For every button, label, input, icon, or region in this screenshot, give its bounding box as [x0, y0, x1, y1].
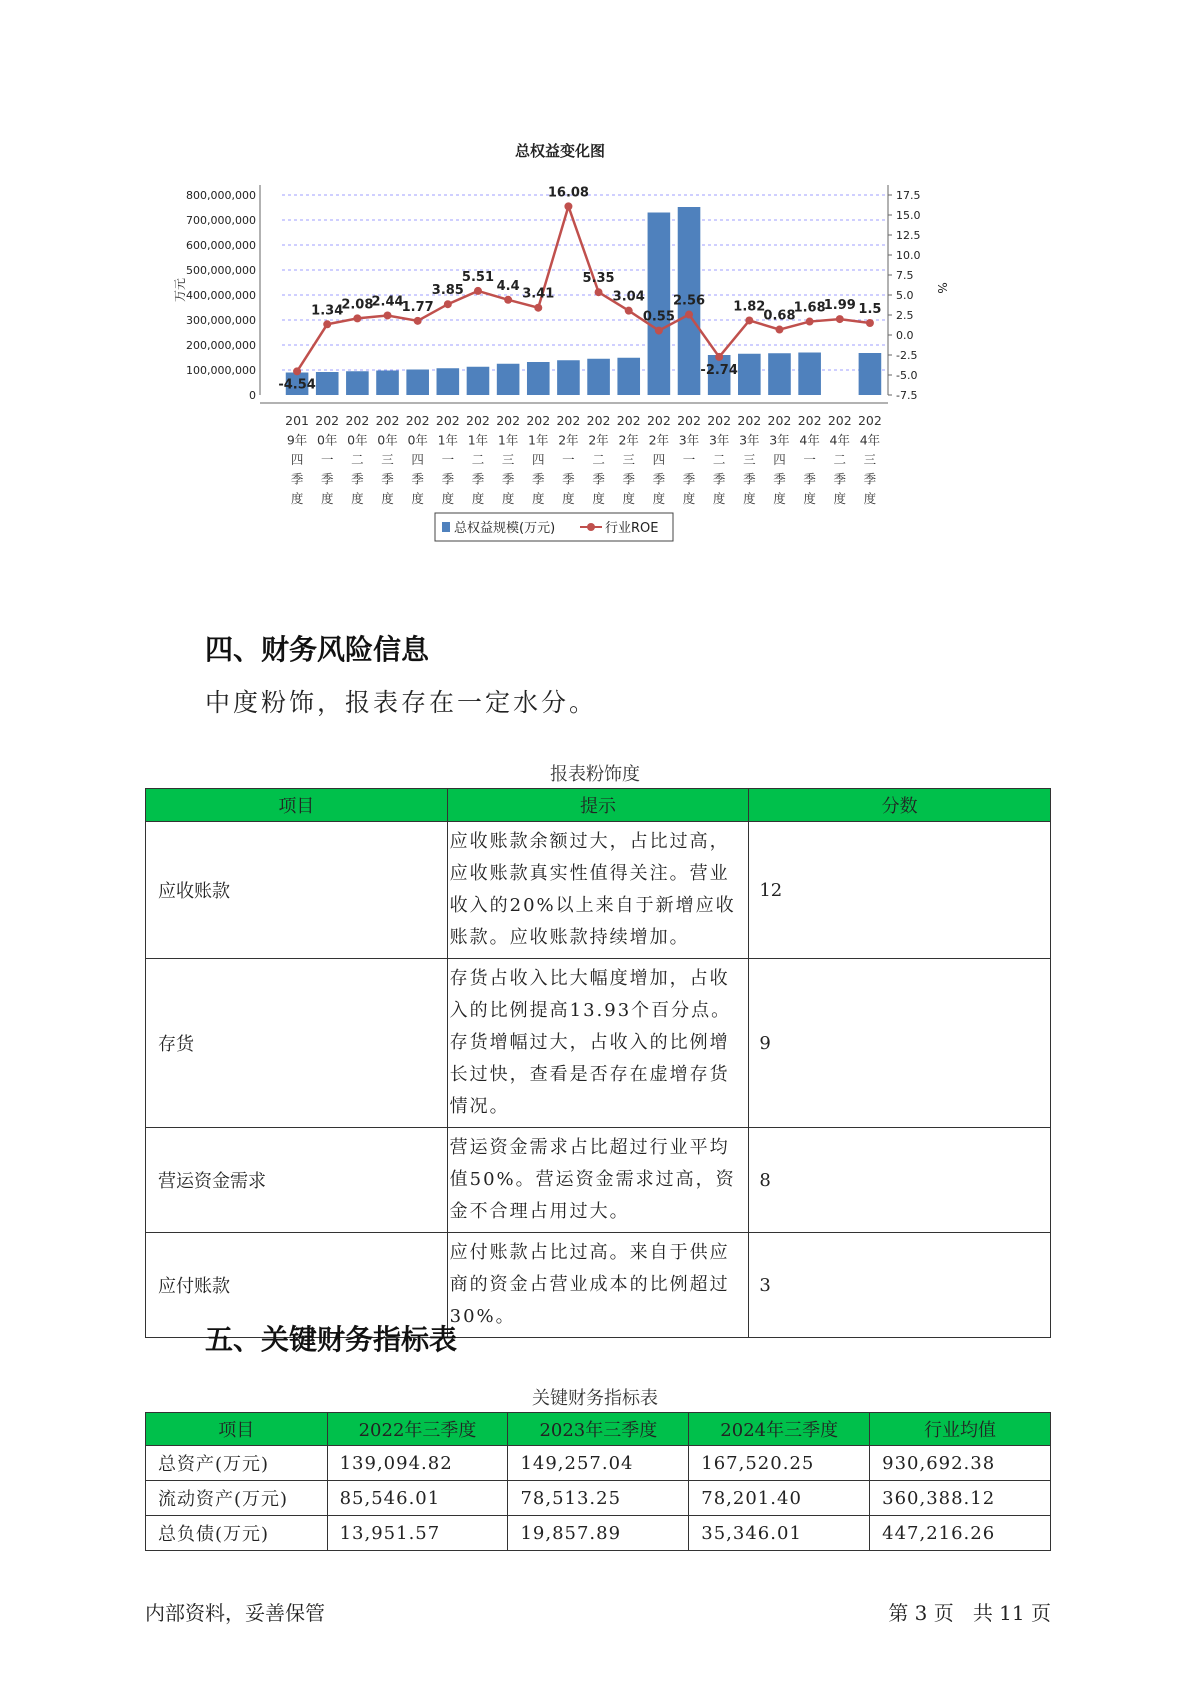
kpi-table	[145, 1412, 1051, 1551]
footer-page-number: 第 3 页 共 11 页	[888, 1601, 1051, 1625]
x-tick-label: 度	[622, 491, 635, 506]
x-tick-label: 202	[797, 413, 822, 428]
row-tip: 存货占收入比大幅度增加，占收入的比例提高13.93个百分点。存货增幅过大，占收入的比例增长过快，查看是否存在虚增存货情况。	[447, 959, 749, 1128]
roe-point	[775, 326, 783, 334]
roe-point	[564, 202, 572, 210]
roe-point	[595, 288, 603, 296]
bar	[738, 354, 761, 395]
x-tick-label: 三	[863, 452, 877, 467]
bar	[768, 353, 791, 395]
x-tick-label: 三	[743, 452, 756, 467]
roe-point	[323, 320, 331, 328]
roe-point	[384, 311, 392, 319]
roe-point	[866, 319, 874, 327]
chart-title: 总权益变化图	[514, 142, 606, 160]
x-tick-label: 202	[707, 413, 732, 428]
x-tick-label: 202	[405, 413, 430, 428]
x-tick-label: 度	[682, 491, 696, 506]
right-tick-label: 7.5	[896, 269, 914, 282]
x-tick-label: 202	[827, 413, 852, 428]
roe-point	[353, 314, 361, 322]
cell: 149,257.04	[508, 1446, 689, 1481]
roe-data-label: 2.08	[341, 297, 374, 313]
bar	[527, 362, 550, 395]
x-tick-label: 三	[622, 452, 635, 467]
left-tick-label: 400,000,000	[186, 289, 256, 302]
x-tick-label: 0年	[316, 432, 338, 448]
header-score: 分数	[749, 789, 1051, 822]
x-tick-label: 202	[677, 413, 701, 428]
roe-data-label: -2.74	[700, 362, 738, 378]
bar	[406, 370, 429, 396]
bar	[557, 360, 580, 395]
cell: 167,520.25	[689, 1446, 870, 1481]
total-equity-chart	[170, 140, 950, 590]
x-tick-label: 202	[767, 413, 792, 428]
x-tick-label: 季	[682, 471, 696, 487]
bar	[648, 213, 671, 396]
x-tick-label: 季	[290, 471, 304, 487]
x-tick-label: 度	[743, 491, 756, 506]
x-tick-label: 四	[532, 452, 545, 467]
bar	[497, 364, 520, 395]
roe-point	[745, 316, 753, 324]
x-tick-label: 2年	[648, 432, 670, 448]
left-tick-label: 200,000,000	[186, 339, 256, 352]
x-tick-label: 一	[441, 452, 455, 467]
x-tick-label: 202	[737, 413, 762, 428]
table-row	[146, 1516, 1051, 1551]
x-tick-label: 0年	[347, 432, 368, 448]
cell: 总资产(万元)	[146, 1446, 328, 1481]
roe-data-label: 1.99	[823, 298, 856, 314]
roe-point	[293, 367, 301, 375]
roe-data-label: 4.4	[496, 278, 520, 294]
x-tick-label: 201	[285, 413, 310, 428]
x-tick-label: 季	[381, 471, 394, 487]
x-tick-label: 季	[441, 471, 455, 487]
cell: 930,692.38	[870, 1446, 1051, 1481]
x-tick-label: 度	[592, 491, 605, 506]
roe-data-label: 1.5	[858, 302, 882, 317]
roe-point	[715, 353, 723, 361]
roe-point	[806, 318, 814, 326]
x-tick-label: 度	[833, 491, 847, 506]
roe-data-label: 3.41	[522, 286, 555, 302]
x-tick-label: 季	[803, 471, 816, 487]
x-tick-label: 一	[320, 452, 334, 467]
x-tick-label: 四	[290, 452, 304, 467]
x-tick-label: 季	[501, 471, 515, 487]
x-tick-label: 0年	[377, 432, 398, 448]
x-tick-label: 1年	[528, 432, 549, 448]
roe-data-label: 2.56	[672, 293, 706, 309]
cell: 流动资产(万元)	[146, 1481, 328, 1516]
x-tick-label: 度	[290, 491, 304, 506]
roe-data-label: 3.04	[612, 289, 645, 305]
x-tick-label: 季	[532, 471, 545, 487]
roe-data-label: 0.68	[763, 308, 796, 324]
x-tick-label: 2年	[618, 432, 639, 448]
row-score: 8	[749, 1128, 1051, 1233]
x-tick-label: 202	[556, 413, 581, 428]
legend-bar-label: 总权益规模(万元)	[454, 521, 556, 536]
x-tick-label: 三	[381, 452, 394, 467]
roe-data-label: 1.68	[793, 300, 826, 316]
cell: 447,216.26	[870, 1516, 1051, 1551]
x-tick-label: 度	[652, 491, 666, 506]
x-tick-label: 一	[562, 452, 575, 467]
cell: 139,094.82	[327, 1446, 508, 1481]
row-item: 存货	[146, 959, 448, 1128]
x-tick-label: 度	[773, 491, 786, 506]
x-tick-label: 3年	[739, 432, 760, 448]
roe-point	[685, 311, 693, 319]
legend-bar-swatch	[442, 522, 450, 532]
roe-data-label: 1.77	[401, 299, 434, 315]
roe-data-label: 5.51	[461, 269, 495, 285]
table-row	[146, 1128, 1051, 1233]
roe-data-label: 1.82	[733, 299, 766, 315]
bar	[376, 371, 399, 396]
row-item: 营运资金需求	[146, 1128, 448, 1233]
y-right-axis-label: %	[935, 282, 949, 294]
roe-point	[414, 317, 422, 325]
x-tick-label: 二	[351, 452, 364, 467]
header-2024q3: 2024年三季度	[689, 1413, 870, 1446]
x-tick-label: 四	[652, 452, 666, 467]
row-tip: 应收账款余额过大，占比过高，应收账款真实性值得关注。营业收入的20%以上来自于新增应收账款。应收账款持续增加。	[447, 822, 749, 959]
roe-data-label: 2.44	[371, 294, 404, 310]
roe-point	[625, 307, 633, 315]
right-tick-label: -7.5	[896, 389, 918, 402]
x-tick-label: 202	[857, 413, 882, 428]
x-tick-label: 度	[351, 491, 364, 506]
x-tick-label: 季	[712, 471, 726, 487]
bar	[617, 358, 640, 395]
y-left-axis-label: 万元	[173, 277, 187, 303]
x-tick-label: 度	[712, 491, 726, 506]
x-tick-label: 季	[833, 471, 847, 487]
x-tick-label: 季	[351, 471, 364, 487]
x-tick-label: 3年	[708, 432, 730, 448]
x-tick-label: 季	[773, 471, 786, 487]
x-tick-label: 4年	[829, 432, 851, 448]
x-tick-label: 1年	[437, 432, 459, 448]
x-tick-label: 度	[381, 491, 394, 506]
roe-data-label: -4.54	[278, 377, 316, 393]
right-tick-label: 0.0	[896, 329, 914, 342]
risk-summary: 中度粉饰，报表存在一定水分。	[205, 688, 598, 717]
table-row	[146, 1481, 1051, 1516]
x-tick-label: 202	[315, 413, 340, 428]
bar	[798, 353, 821, 396]
cell: 总负债(万元)	[146, 1516, 328, 1551]
x-tick-label: 202	[616, 413, 641, 428]
right-tick-label: 10.0	[896, 249, 921, 262]
row-score: 3	[749, 1233, 1051, 1338]
cell: 85,546.01	[327, 1481, 508, 1516]
x-tick-label: 二	[712, 452, 726, 467]
roe-point	[534, 304, 542, 312]
bar	[859, 353, 882, 395]
x-tick-label: 季	[622, 471, 635, 487]
roe-point	[444, 300, 452, 308]
row-score: 12	[749, 822, 1051, 959]
x-tick-label: 一	[803, 452, 816, 467]
legend-line-label: 行业ROE	[605, 521, 659, 536]
header-industry-avg: 行业均值	[870, 1413, 1051, 1446]
x-tick-label: 季	[471, 471, 485, 487]
x-tick-label: 0年	[407, 432, 428, 448]
section5-title: 五、关键财务指标表	[205, 1323, 458, 1356]
x-tick-label: 9年	[286, 432, 308, 448]
x-tick-label: 202	[586, 413, 611, 428]
x-tick-label: 2年	[588, 432, 609, 448]
cell: 360,388.12	[870, 1481, 1051, 1516]
x-tick-label: 202	[435, 413, 460, 428]
x-tick-label: 度	[441, 491, 455, 506]
x-tick-label: 3年	[769, 432, 790, 448]
x-tick-label: 4年	[799, 432, 820, 448]
x-tick-label: 202	[526, 413, 551, 428]
x-tick-label: 度	[803, 491, 816, 506]
roe-data-label: 0.55	[642, 309, 675, 325]
cell: 13,951.57	[327, 1516, 508, 1551]
bar	[587, 359, 610, 395]
row-tip: 应付账款占比过高。来自于供应商的资金占营业成本的比例超过30%。	[447, 1233, 749, 1338]
x-tick-label: 度	[863, 491, 877, 506]
risk-table-title: 报表粉饰度	[550, 764, 640, 785]
roe-data-label: 3.85	[431, 283, 464, 299]
bar	[437, 368, 460, 395]
x-tick-label: 季	[562, 471, 575, 487]
cell: 19,857.89	[508, 1516, 689, 1551]
header-item: 项目	[146, 1413, 328, 1446]
row-tip: 营运资金需求占比超过行业平均值50%。营运资金需求过高，资金不合理占用过大。	[447, 1128, 749, 1233]
x-tick-label: 度	[320, 491, 334, 506]
bar	[346, 371, 369, 395]
legend-line-marker	[587, 523, 595, 531]
x-tick-label: 四	[411, 452, 424, 467]
roe-data-label: 16.08	[547, 185, 589, 201]
right-tick-label: 2.5	[896, 309, 914, 322]
x-tick-label: 度	[501, 491, 515, 506]
x-tick-label: 三	[501, 452, 515, 467]
x-tick-label: 二	[592, 452, 605, 467]
x-tick-label: 202	[345, 413, 370, 428]
x-tick-label: 季	[411, 471, 424, 487]
roe-line	[297, 206, 870, 371]
header-2022q3: 2022年三季度	[327, 1413, 508, 1446]
left-tick-label: 100,000,000	[186, 364, 256, 377]
x-tick-label: 季	[652, 471, 666, 487]
x-tick-label: 一	[682, 452, 696, 467]
x-tick-label: 季	[863, 471, 877, 487]
x-tick-label: 度	[411, 491, 424, 506]
header-tip: 提示	[447, 789, 749, 822]
roe-point	[836, 315, 844, 323]
right-tick-label: 5.0	[896, 289, 914, 302]
x-tick-label: 度	[471, 491, 485, 506]
cell: 78,201.40	[689, 1481, 870, 1516]
bar	[316, 372, 339, 395]
x-tick-label: 二	[471, 452, 485, 467]
roe-point	[655, 327, 663, 335]
row-score: 9	[749, 959, 1051, 1128]
x-tick-label: 1年	[497, 432, 519, 448]
footer-confidential: 内部资料，妥善保管	[145, 1601, 325, 1625]
kpi-table-header	[146, 1413, 1051, 1446]
header-2023q3: 2023年三季度	[508, 1413, 689, 1446]
cell: 78,513.25	[508, 1481, 689, 1516]
x-tick-label: 季	[320, 471, 334, 487]
right-tick-label: 15.0	[896, 209, 921, 222]
roe-data-label: 1.34	[311, 303, 344, 319]
x-tick-label: 二	[833, 452, 847, 467]
x-tick-label: 202	[375, 413, 400, 428]
x-tick-label: 度	[532, 491, 545, 506]
table-row	[146, 959, 1051, 1128]
roe-point	[474, 287, 482, 295]
x-tick-label: 3年	[678, 432, 700, 448]
x-tick-label: 1年	[467, 432, 489, 448]
x-tick-label: 2年	[558, 432, 579, 448]
row-item: 应付账款	[146, 1233, 448, 1338]
x-tick-label: 季	[743, 471, 756, 487]
risk-table-header	[146, 789, 1051, 822]
table-row	[146, 822, 1051, 959]
x-tick-label: 度	[562, 491, 575, 506]
left-tick-label: 700,000,000	[186, 214, 256, 227]
right-tick-label: 12.5	[896, 229, 921, 242]
left-tick-label: 300,000,000	[186, 314, 256, 327]
x-tick-label: 202	[646, 413, 671, 428]
right-tick-label: -5.0	[896, 369, 918, 382]
risk-table	[145, 788, 1051, 1338]
bar	[467, 367, 490, 395]
x-tick-label: 202	[496, 413, 521, 428]
left-tick-label: 0	[249, 389, 256, 402]
right-tick-label: 17.5	[896, 189, 921, 202]
header-item: 项目	[146, 789, 448, 822]
x-tick-label: 4年	[859, 432, 881, 448]
cell: 35,346.01	[689, 1516, 870, 1551]
section4-title: 四、财务风险信息	[205, 633, 430, 666]
kpi-table-title: 关键财务指标表	[532, 1388, 658, 1409]
right-tick-label: -2.5	[896, 349, 918, 362]
row-item: 应收账款	[146, 822, 448, 959]
left-tick-label: 500,000,000	[186, 264, 256, 277]
roe-point	[504, 296, 512, 304]
left-tick-label: 800,000,000	[186, 189, 256, 202]
x-tick-label: 202	[466, 413, 490, 428]
table-row	[146, 1446, 1051, 1481]
x-tick-label: 季	[592, 471, 605, 487]
x-tick-label: 四	[773, 452, 786, 467]
left-tick-label: 600,000,000	[186, 239, 256, 252]
roe-data-label: 5.35	[582, 271, 615, 287]
